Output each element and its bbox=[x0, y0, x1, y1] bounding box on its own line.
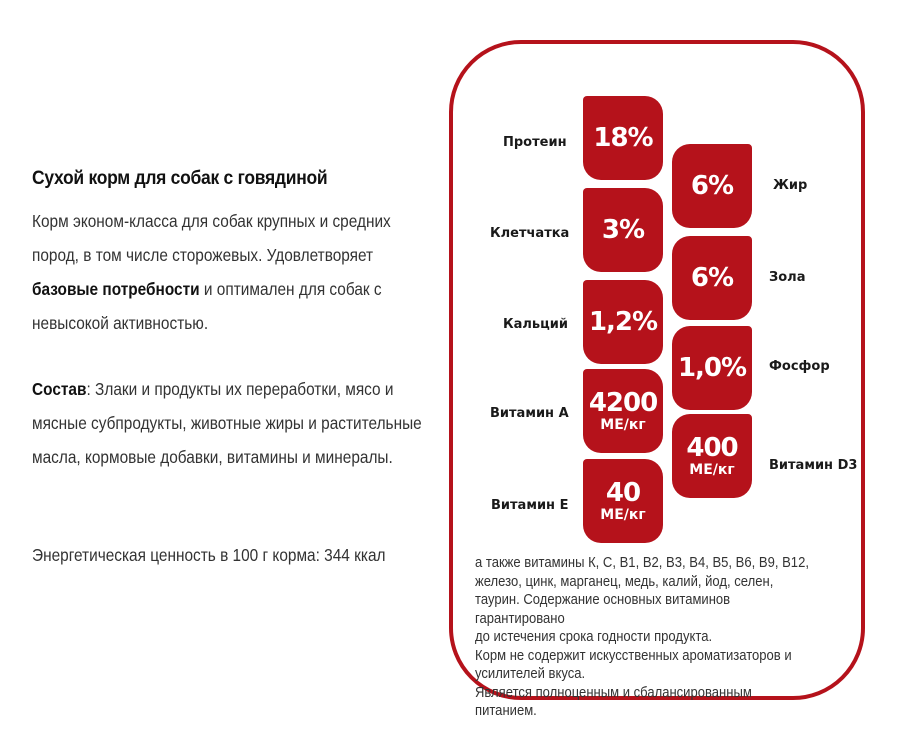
composition-text: : Злаки и продукты их переработки, мясо и мясные субпродукты, животные жиры и растительные масла, кормовые добавки, витамины и минералы. bbox=[32, 379, 422, 467]
protein-label: Протеин bbox=[503, 135, 567, 150]
protein-value: 18% bbox=[593, 123, 653, 153]
footnote-line: до истечения срока годности продукта. bbox=[475, 629, 713, 645]
calcium-label: Кальций bbox=[503, 317, 568, 332]
vitamin-d3-value: 400 bbox=[686, 433, 738, 463]
ash-tile bbox=[672, 236, 752, 320]
description-text: Корм эконом-класса для собак крупных и средних пород, в том числе сторожевых. Удовлетворяет bbox=[32, 211, 391, 265]
description-text-end: и оптимален для собак с невысокой активностью. bbox=[32, 279, 382, 333]
vitamin-d3-tile bbox=[672, 414, 752, 498]
fat-label: Жир bbox=[773, 178, 808, 193]
vitamin-a-value: 4200 bbox=[588, 388, 658, 418]
vitamin-d3-unit: МЕ/кг bbox=[689, 462, 735, 478]
vitamin-e-label: Витамин Е bbox=[491, 498, 569, 513]
protein-tile bbox=[583, 96, 663, 180]
description-bold-text: базовые потребности bbox=[32, 279, 200, 299]
phosphorus-label: Фосфор bbox=[769, 359, 830, 374]
footnote-line: таурин. Содержание основных витаминов гарантировано bbox=[475, 592, 731, 627]
vitamin-e-unit: МЕ/кг bbox=[600, 507, 646, 523]
vitamin-e-tile bbox=[583, 459, 663, 543]
vitamin-a-label: Витамин А bbox=[490, 406, 569, 421]
composition-paragraph bbox=[32, 372, 428, 474]
product-title: Сухой корм для собак с говядиной bbox=[32, 168, 328, 189]
vitamin-a-tile bbox=[583, 369, 663, 453]
energy-value: Энергетическая ценность в 100 г корма: 344 ккал bbox=[32, 545, 386, 565]
ash-value: 6% bbox=[690, 263, 734, 293]
composition-heading: Состав bbox=[32, 379, 87, 399]
calcium-tile bbox=[583, 280, 663, 364]
footnote-line: Корм не содержит искусственных ароматизаторов и bbox=[475, 647, 792, 664]
fat-value: 6% bbox=[690, 171, 734, 201]
footnote-line: железо, цинк, марганец, медь, калий, йод, селен, bbox=[475, 573, 774, 590]
calcium-value: 1,2% bbox=[588, 307, 658, 337]
ash-label: Зола bbox=[769, 270, 806, 285]
fiber-value: 3% bbox=[601, 215, 645, 245]
footnote-line: а также витамины К, С, В1, В2, В3, В4, В5, В6, В9, В12, bbox=[475, 555, 809, 571]
fiber-label: Клетчатка bbox=[490, 226, 570, 241]
footnote-line: Является полноценным и сбалансированным питанием. bbox=[475, 684, 752, 719]
nutrition-footnote bbox=[475, 554, 817, 721]
description-paragraph bbox=[32, 204, 428, 340]
phosphorus-value: 1,0% bbox=[677, 353, 747, 383]
fiber-tile bbox=[583, 188, 663, 272]
vitamin-e-value: 40 bbox=[605, 478, 641, 508]
phosphorus-tile bbox=[672, 326, 752, 410]
fat-tile bbox=[672, 144, 752, 228]
vitamin-a-unit: МЕ/кг bbox=[600, 417, 646, 433]
vitamin-d3-label: Витамин D3 bbox=[769, 458, 858, 473]
footnote-line: усилителей вкуса. bbox=[475, 666, 586, 682]
